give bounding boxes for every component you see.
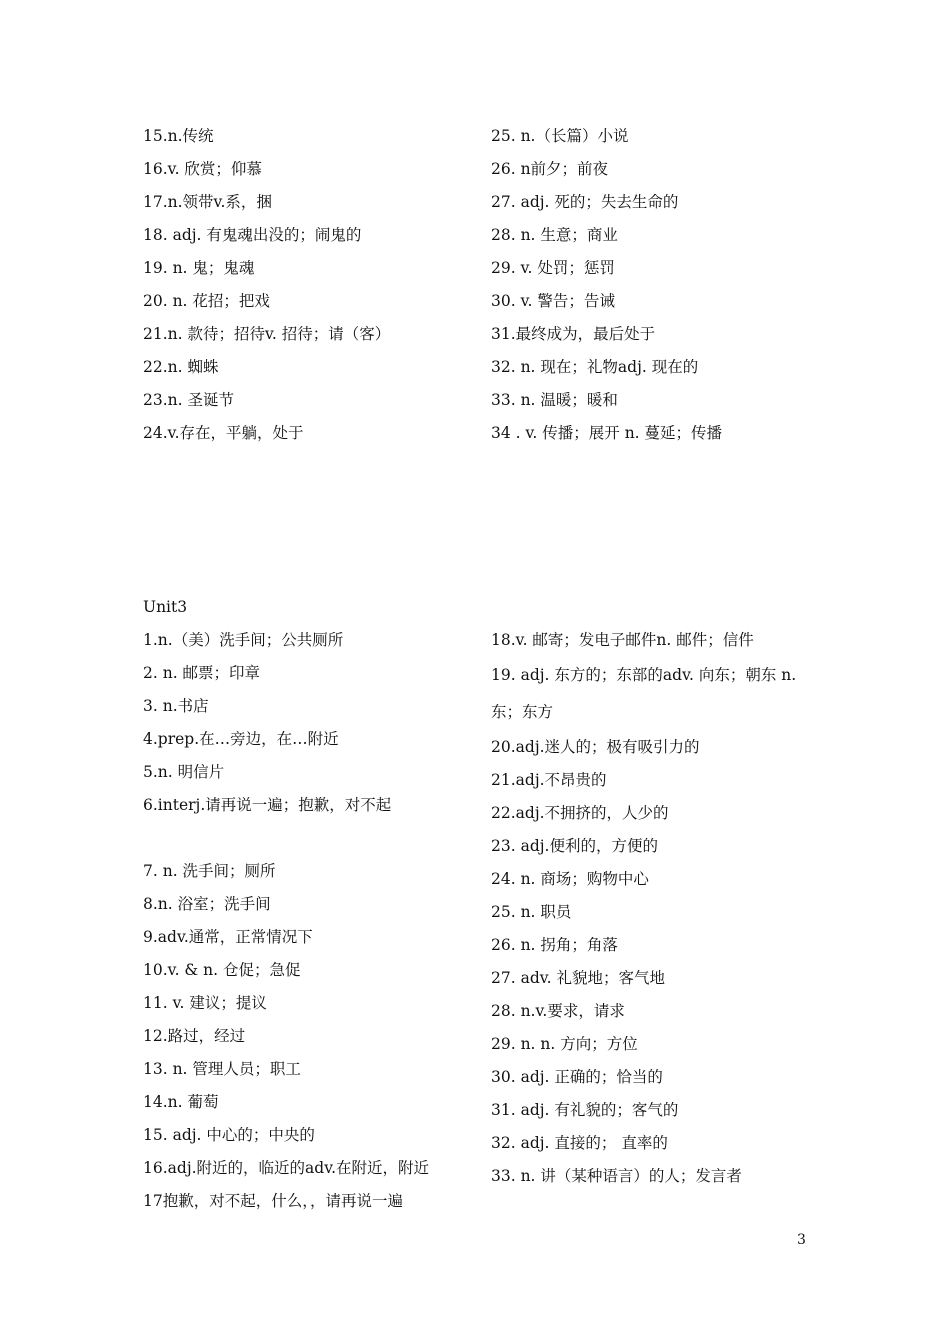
vocab-item: 30. adj. 正确的；恰当的: [491, 1068, 663, 1086]
vocab-item: 22.n. 蜘蛛: [143, 358, 219, 376]
vocab-item: 17抱歉，对不起，什么，，请再说一遍: [143, 1192, 403, 1210]
vocab-item: 16.adj.附近的，临近的adv.在附近，附近: [143, 1159, 430, 1177]
vocab-item: 32. adj. 直接的； 直率的: [491, 1134, 668, 1152]
section1-right-column: [491, 120, 841, 450]
blank-line: [143, 822, 493, 855]
vocab-item: 22.adj.不拥挤的，人少的: [491, 804, 669, 822]
unit-title: Unit3: [143, 598, 188, 616]
vocab-item: 7. n. 洗手间；厕所: [143, 862, 276, 880]
vocab-item: 11. v. 建议；提议: [143, 994, 267, 1012]
vocab-item: 21.n. 款待；招待v. 招待；请（客）: [143, 325, 391, 343]
vocab-item: 6.interj.请再说一遍；抱歉，对不起: [143, 796, 392, 814]
vocab-item: 4.prep.在…旁边，在…附近: [143, 730, 339, 748]
vocab-item: 9.adv.通常，正常情况下: [143, 928, 313, 946]
vocab-item: 34 . v. 传播；展开 n. 蔓延；传播: [491, 424, 723, 442]
vocab-item: 24. n. 商场；购物中心: [491, 870, 649, 888]
page-number: 3: [797, 1232, 806, 1248]
vocab-item: 26. n前夕；前夜: [491, 160, 609, 178]
unit3-left-column: [143, 624, 493, 1218]
vocab-item: 31. adj. 有礼貌的；客气的: [491, 1101, 679, 1119]
vocab-item: 23.n. 圣诞节: [143, 391, 234, 409]
vocab-item: 20.adj.迷人的；极有吸引力的: [491, 738, 700, 756]
vocab-item: 14.n. 葡萄: [143, 1093, 219, 1111]
vocab-item: 25. n.（长篇）小说: [491, 127, 629, 145]
vocab-item: 18.v. 邮寄；发电子邮件n. 邮件；信件: [491, 631, 754, 649]
vocab-item: 8.n. 浴室；洗手间: [143, 895, 271, 913]
vocab-item: 30. v. 警告；告诫: [491, 292, 615, 310]
vocab-item: 19. adj. 东方的；东部的adv. 向东；朝东 n. 东；东方: [491, 666, 797, 721]
vocab-item: 21.adj.不昂贵的: [491, 771, 607, 789]
section1-left-column: [143, 120, 493, 450]
vocab-item: 15.n.传统: [143, 127, 214, 145]
vocab-item: 27. adv. 礼貌地；客气地: [491, 969, 666, 987]
vocab-item: 15. adj. 中心的；中央的: [143, 1126, 315, 1144]
vocab-item: 27. adj. 死的；失去生命的: [491, 193, 679, 211]
vocab-item: 10.v. & n. 仓促；急促: [143, 961, 301, 979]
vocab-item: 17.n.领带v.系，捆: [143, 193, 272, 211]
unit3-right-column: [491, 624, 811, 1193]
vocab-item: 13. n. 管理人员；职工: [143, 1060, 301, 1078]
vocab-item: 24.v.存在，平躺，处于: [143, 424, 304, 442]
vocab-item: 28. n.v.要求，请求: [491, 1002, 625, 1020]
vocab-item: 18. adj. 有鬼魂出没的；闹鬼的: [143, 226, 362, 244]
vocab-item: 29. n. n. 方向；方位: [491, 1035, 638, 1053]
vocab-item: 29. v. 处罚；惩罚: [491, 259, 615, 277]
vocab-item: 28. n. 生意；商业: [491, 226, 618, 244]
vocab-item: 16.v. 欣赏；仰慕: [143, 160, 262, 178]
vocab-item: 25. n. 职员: [491, 903, 572, 921]
vocab-item: 31.最终成为，最后处于: [491, 325, 656, 343]
vocab-item: 12.路过，经过: [143, 1027, 246, 1045]
vocab-item: 2. n. 邮票；印章: [143, 664, 261, 682]
vocab-item: 33. n. 讲（某种语言）的人；发言者: [491, 1167, 742, 1185]
vocab-item: 20. n. 花招；把戏: [143, 292, 270, 310]
vocab-item: 3. n.书店: [143, 697, 209, 715]
vocab-item: 5.n. 明信片: [143, 763, 225, 781]
vocab-item: 1.n.（美）洗手间；公共厕所: [143, 631, 344, 649]
vocab-item: 23. adj.便利的，方便的: [491, 837, 658, 855]
vocab-item: 19. n. 鬼；鬼魂: [143, 259, 255, 277]
vocab-item: 32. n. 现在；礼物adj. 现在的: [491, 358, 699, 376]
vocab-item: 33. n. 温暖；暖和: [491, 391, 618, 409]
vocab-item: 26. n. 拐角；角落: [491, 936, 618, 954]
